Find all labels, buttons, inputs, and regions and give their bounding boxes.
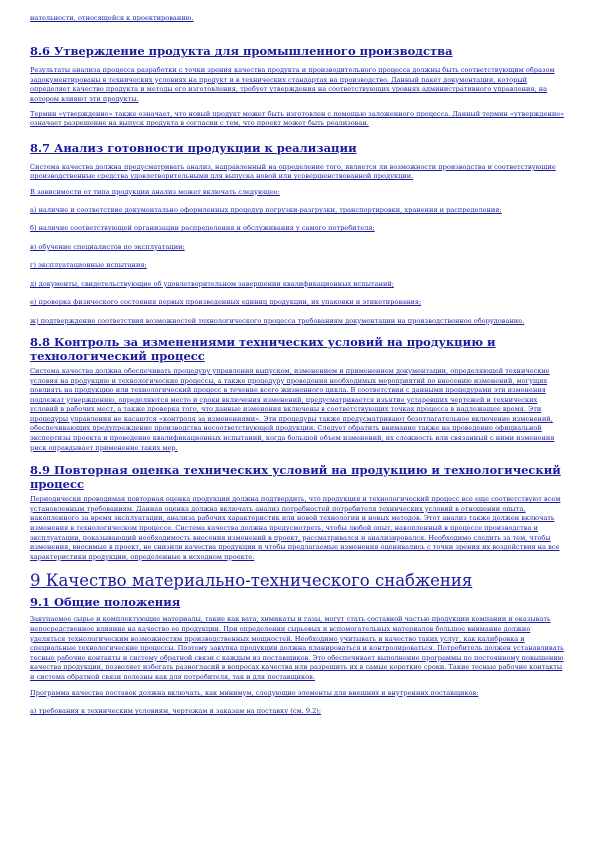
section-8-9-paragraph-1: Периодически проводимая повторная оценка продукции должна подтвердить, что продукция и технологический процесс все еще соответствуют всем установленным требованиям. Данная оценка должна включать анализ потребностей потребителя технических условий в отношении опыта, накопленного за время эксплуатации, анализа рабочих характеристик или новой технологии и новых методов. Этот анализ также должен включать изменения в технологическом процессе. Система качества должна предусмотреть, чтобы любой опыт, накопленный в процессе производства и эксплуатации, показывающий необходимость внесения изменений в проект, рассматривался и анализировался. Необходимо следить за тем, чтобы изменения, вносимые в проект, не снизили качества продукции и чтобы предлагаемые изменения оценивались с точки зрения их воздействия на все характеристики продукции, определенные в исходном проекте. — [30, 495, 561, 561]
section-8-6-paragraph-1: Результаты анализа процесса разработки с точки зрения качества продукта и производительного процесса должны быть соответствующим образом задокументированы в технических условиях на продукт и в технических стандартах на производство. Данный пакет документации, который определяет качество продукта и методы его изготовления, требует утверждения на соответствующих уровнях административного управления, на котором влияют эти продукты. — [30, 66, 555, 103]
list-item: в) обучение специалистов по эксплуатации; — [30, 242, 185, 251]
section-8-6-heading: 8.6 Утверждение продукта для промышленного производства — [30, 44, 453, 59]
section-8-8-heading: 8.8 Контроль за изменениями технических условий на продукцию и технологический процесс — [30, 334, 496, 363]
section-8-9-heading: 8.9 Повторная оценка технических условий на продукцию и технологический процесс — [30, 463, 561, 492]
chapter-9-heading: 9 Качество материально-технического снабжения — [30, 571, 473, 591]
section-8-6-paragraph-2: Термин «утверждение» также означает, что новый продукт может быть изготовлен с помощью заложенного процесса. Данный термин «утверждение» означает разрешение на выпуск продукта в согласии с тем, что проект может быть реализован. — [30, 110, 565, 128]
section-8-7-paragraph-1: Система качества должна предусматривать анализ, направленный на определение того, является ли возможности производства и соответствующие производственные средства удовлетворительными для выпуска новой или усовершенствованной продукции. — [30, 162, 556, 181]
section-9-1-heading: 9.1 Общие положения — [30, 595, 181, 610]
section-9-1-paragraph-2: Программа качества поставок должна включать, как минимум, следующие элементы для внешних и внутренних поставщиков: — [30, 688, 479, 697]
section-9-1-paragraph-1: Закупаемое сырье и комплектующие материалы, такие как вата, химикаты и газы, могут стать составной частью продукции компании и оказывать непосредственное влияние на качество ее продукции. При определении сырьевых и вспомогательных материалов большое внимание должно уделяться технологическим возможностям производственных мощностей. Необходимо учитывать и качество таких услуг, как калибровка и специальные технологические процессы. Поэтому закупка продукции должна планироваться и контролироваться. Потребитель должен устанавливать тесные рабочие контакты и систему обратной связи с каждым из поставщиков. Это обеспечивает выполнение программы по постоянному повышению качества продукции, позволяет избегать разногласий в вопросах качества или разрешить их в самые короткие сроки. Такие тесные рабочие контакты и система обратной связи полезны как для потребителя, так и для поставщиков. — [30, 615, 564, 681]
continued-text: нательности, относящейся к проектированию. — [30, 14, 194, 22]
list-item: е) проверка физического состояния первых произведенных единиц продукции, их упаковки и этикетирования; — [30, 298, 422, 307]
section-8-7-heading: 8.7 Анализ готовности продукции к реализации — [30, 140, 357, 155]
list-item: а) требования к техническим условиям, чертежам и заказам на поставку (см. 9.2); — [30, 706, 322, 715]
list-item: г) эксплуатационные испытания; — [30, 261, 147, 270]
list-item: ж) подтверждение соответствия возможностей технологического процесса требованиям документации на производственное оборудование. — [30, 316, 525, 325]
list-item: д) документы, свидетельствующие об удовлетворительном завершении квалификационных испытаний; — [30, 279, 394, 288]
list-item: б) наличие соответствующей организации распределения и обслуживания у самого потребителя; — [30, 224, 375, 233]
list-item: а) наличие и соответствие документально оформленных процедур погрузки-разгрузки, транспортировки, хранения и распределения; — [30, 206, 502, 215]
section-8-7-paragraph-2: В зависимости от типа продукции анализ может включать следующее: — [30, 187, 280, 196]
section-8-8-paragraph-1: Система качества должна обеспечивать процедуру управления выпуском, изменением и применением документации, определяющей технические условия на продукцию и технологические процессы, а также процедуру проведения необходимых мероприятий по внесению изменений, могущих повлиять на продукцию или технологический процесс в течение всего жизненного цикла. В соответствии с данными процедурами эти изменения подлежат утверждению, определяются место и сроки включения изменений, предусматривается изъятие устаревших чертежей и технических условий в рабочих мест, а также проверка того, что данные изменения включены в соответствующих точках процесса в надлежащее время. Эти процедуры управления не касаются «контроля за изменениями». Эти процедуры также предусматривают безотлагательное включение изменений, обеспечивающих предупреждение производства несоответствующей продукции. Следует обратить внимание также на проведение официальной экспертизы проекта и проведение квалификационных испытаний, когда большой объем изменений, их сложность или связанный с ними изменения риск оправдывает применение таких мер. — [30, 366, 555, 452]
